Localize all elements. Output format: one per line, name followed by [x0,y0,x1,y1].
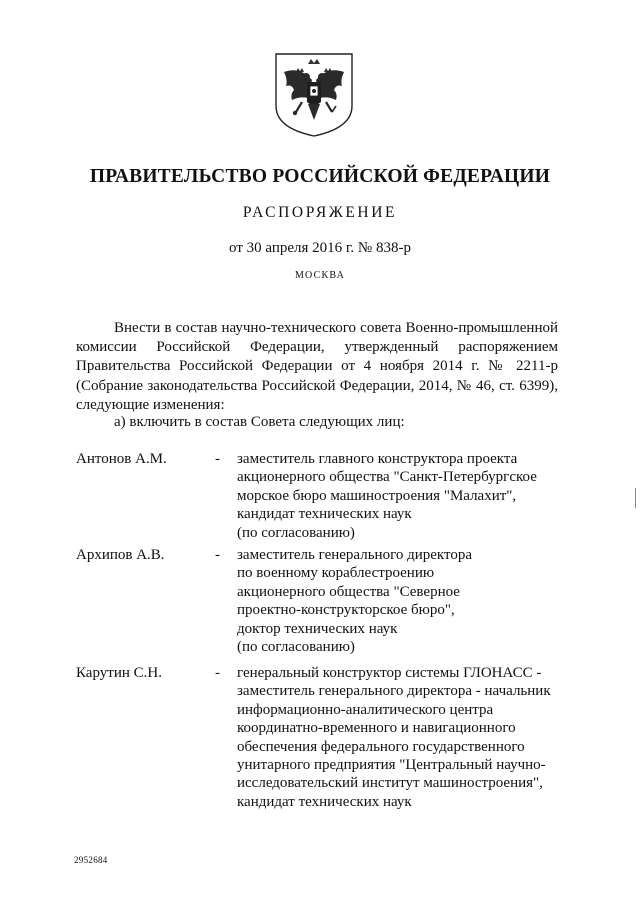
member-description [237,664,577,811]
member-description-line: акционерного общества "Северное [237,583,460,600]
member-name: Антонов А.М. [76,451,167,467]
member-description-line: унитарного предприятия "Центральный научно- [237,757,546,774]
member-description-line: информационно-аналитического центра [237,701,494,718]
member-description-line: морское бюро машиностроения "Малахит", [237,487,517,504]
member-description-line: координатно-временного и навигационного [237,720,516,737]
member-description-line: акционерного общества "Санкт-Петербургское [237,469,537,486]
member-description-line: заместитель генерального директора - начальник [237,683,551,700]
member-description-line: по военному кораблестроению [237,565,435,582]
government-title: ПРАВИТЕЛЬСТВО РОССИЙСКОЙ ФЕДЕРАЦИИ [89,166,551,187]
member-dash: - [215,547,220,563]
member-description [237,546,577,656]
intro-paragraph: Внести в состав научно-технического совета Военно-промышленной комиссии Российской Федерации, утвержденный распоряжением Правительства Российской Федерации от 4 ноября 2014 г. № 2211-р (Собрание законодательства Российской Федерации, 2014, № 46, ст. 6399), следующие изменения: [76,320,558,413]
member-description-line: обеспечения федерального государственного [237,738,525,755]
member-description-line: кандидат технических наук [237,506,412,523]
member-description-line: кандидат технических наук [237,793,412,810]
member-description-line: (по согласованию) [237,524,355,541]
member-description-line: проектно-конструкторское бюро", [237,602,455,619]
member-name: Карутин С.Н. [76,665,162,681]
member-description-line: доктор технических наук [237,620,398,637]
document-city: МОСКВА [294,270,346,281]
member-description-line: генеральный конструктор системы ГЛОНАСС - [237,665,542,681]
member-description [237,450,577,542]
member-dash: - [215,451,220,467]
member-name: Архипов А.В. [76,547,165,563]
item-a-label: а) включить в состав Совета следующих лиц: [114,414,405,430]
document-date-number: от 30 апреля 2016 г. № 838-р [229,240,411,256]
scan-edge-mark [635,488,636,508]
member-dash: - [215,665,220,681]
coat-of-arms-emblem [272,50,356,138]
member-description-line: заместитель главного конструктора проекта [237,451,518,467]
document-type: РАСПОРЯЖЕНИЕ [242,204,398,221]
member-description-line: исследовательский институт машиностроения", [237,775,543,792]
document-code: 2952684 [74,855,108,865]
member-description-line: (по согласованию) [237,639,355,656]
member-description-line: заместитель генерального директора [237,547,473,563]
